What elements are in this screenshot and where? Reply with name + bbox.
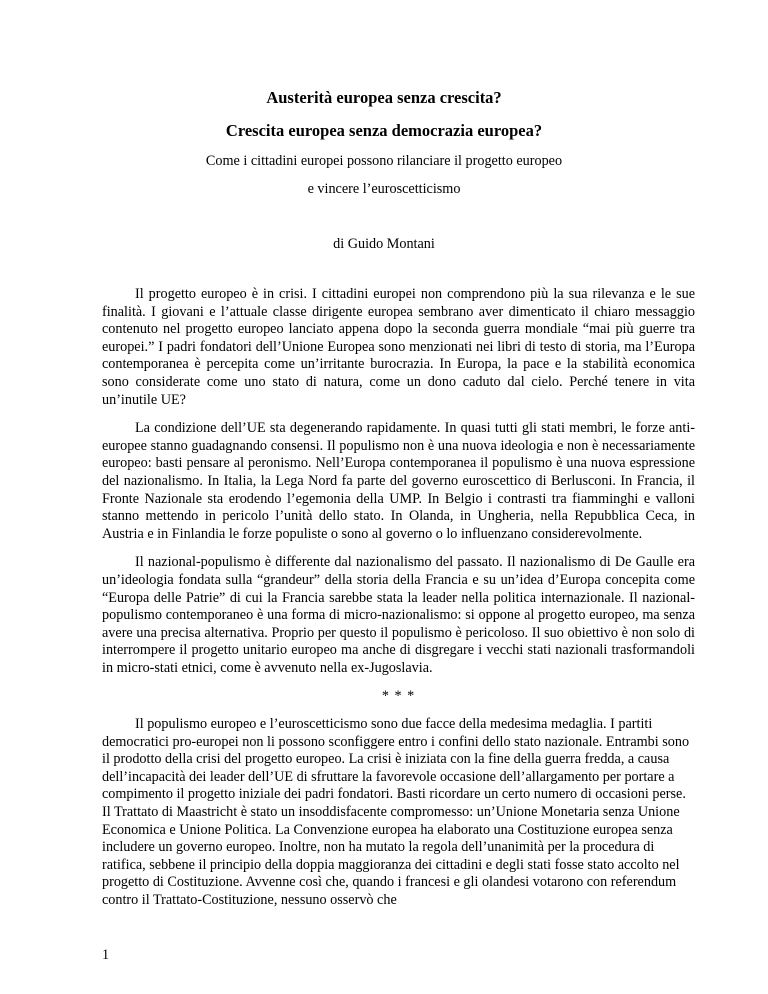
document-subtitle: Come i cittadini europei possono rilanciare il progetto europeo [205,153,563,169]
paragraph: La condizione dell’UE sta degenerando rapidamente. In quasi tutti gli stati membri, le forze anti-europee stanno guadagnando consensi. Il populismo non è una nuova ideologia e non è necessariamente europeo: basti pensare al peronismo. Nell’Europa contemporanea il populismo è una nuova espressione del nazionalismo. In Italia, la Lega Nord fa parte del governo euroscettico di Berlusconi. In Francia, il Fronte Nazionale sta erodendo l’egemonia della UMP. In Belgio i contrasti tra fiamminghi e valloni stanno mettendo in pericolo l’unità dello stato. In Olanda, in Ungheria, nella Repubblica Ceca, in Austria e in Finlandia le forze populiste o sono al governo o lo influenzano considerevolmente. [102,420,695,542]
paragraph: Il nazional-populismo è differente dal nazionalismo del passato. Il nazionalismo di De Gaulle era un’ideologia fondata sulla “grandeur” della storia della Francia e su un’idea d’Europa concepita come “Europa delle Patrie” di cui la Francia sarebbe stata la leader nella politica internazionale. Il nazional-populismo contemporaneo è una forma di micro-nazionalismo: si oppone al progetto europeo, ma senza avere una precisa alternativa. Proprio per questo il populismo è pericoloso. Il suo obiettivo è non solo di interrompere il progetto unitario europeo ma anche di disgregare i vecchi stati nazionali trasformandoli in micro-stati etnici, come è avvenuto nella ex-Jugoslavia. [102,554,695,676]
document-subtitle-second-line: e vincere l’euroscetticismo [307,181,461,197]
document-title: Austerità europea senza crescita? [266,88,502,107]
document-body [102,286,695,921]
document-title-second-line: Crescita europea senza democrazia europea? [225,121,543,140]
paragraph: Il populismo europeo e l’euroscetticismo sono due facce della medesima medaglia. I partiti democratici pro-europei non li possono sconfiggere entro i confini dello stato nazionale. Entrambi sono il prodotto della crisi del progetto europeo. La crisi è iniziata con la fine della guerra fredda, a causa dell’incapacità dei leader dell’UE di sfruttare la favorevole occasione dell’allargamento per portare a compimento il progetto iniziale dei padri fondatori. Basti ricordare un certo numero di occasioni perse. Il Trattato di Maastricht è stato un insoddisfacente compromesso: un’Unione Monetaria senza Unione Economica e Unione Politica. La Convenzione europea ha elaborato una Costituzione europea senza includere un governo europeo. Inoltre, non ha mutato la regola dell’unanimità per la procedura di ratifica, sebbene il principio della doppia maggioranza dei cittadini e degli stati fosse stato accolto nel progetto di Costituzione. Avvenne così che, quando i francesi e gli olandesi votarono con referendum contro il Trattato-Costituzione, nessuno osservò che [102,716,690,908]
section-separator: * * * [381,688,416,705]
page-number: 1 [102,947,110,963]
author-line: di Guido Montani [333,236,435,252]
paragraph: Il progetto europeo è in crisi. I cittadini europei non comprendono più la sua rilevanza e le sue finalità. I giovani e l’attuale classe dirigente europea sembrano aver dimenticato il chiaro messaggio contenuto nel progetto europeo lanciato appena dopo la seconda guerra mondiale “mai più guerre tra europei.” I padri fondatori dell’Unione Europea sono menzionati nei libri di testo di storia, ma l’Europa contemporanea è percepita come un’irritante burocrazia. In Europa, la pace e la stabilità economica sono considerate come uno stato di natura, come un dono caduto dal cielo. Perché tenere in vita un’inutile UE? [102,286,695,408]
